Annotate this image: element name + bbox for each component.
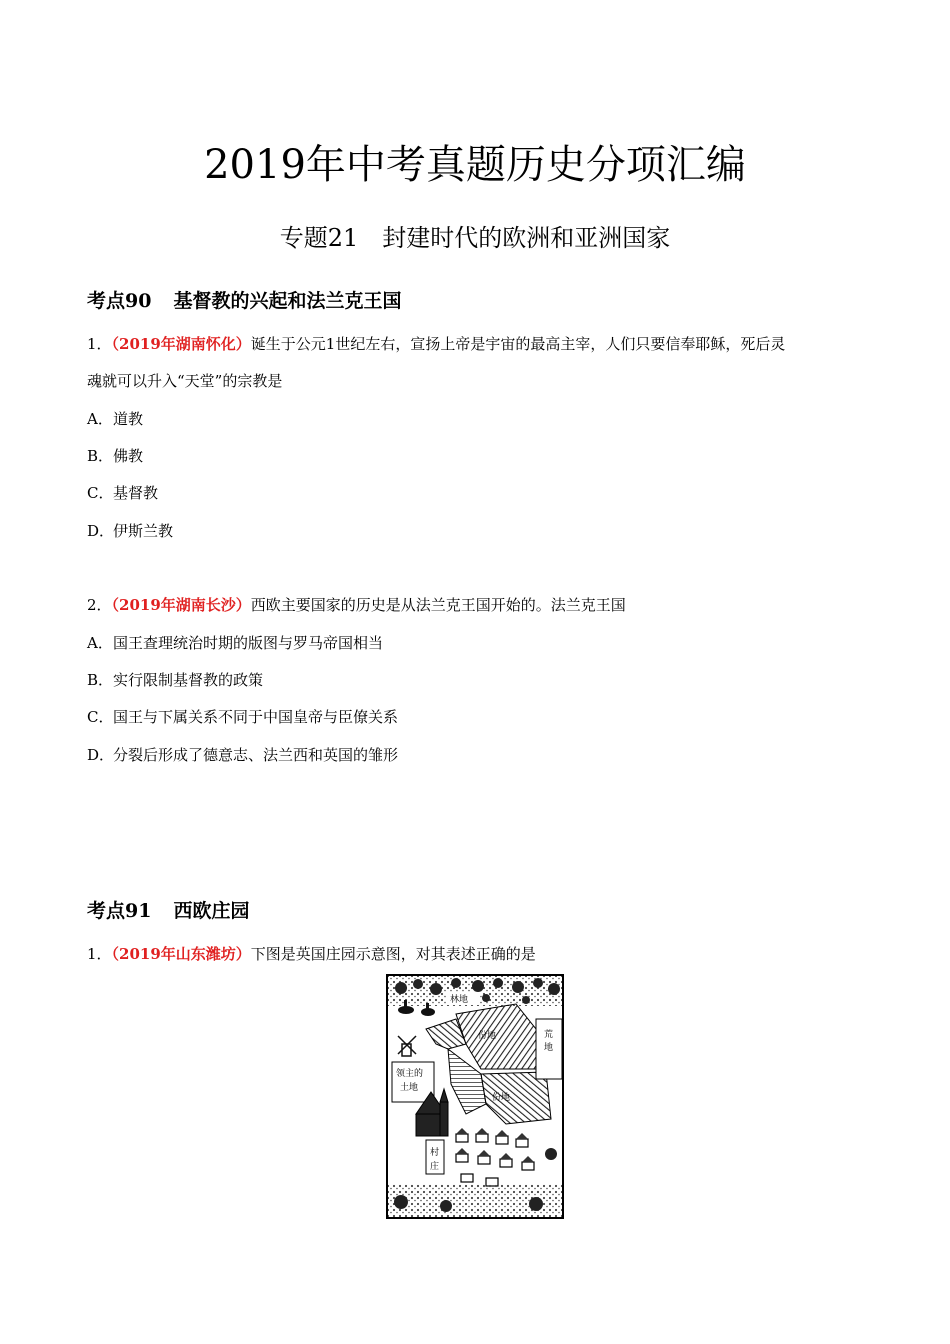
option-a — [87, 408, 143, 430]
label-lord-land-1: 领主的 — [396, 1069, 424, 1079]
label-waste-land-1: 荒 — [544, 1030, 554, 1040]
question-source: （2019年湖南长沙） — [111, 596, 251, 614]
option-letter: D． — [87, 522, 115, 540]
option-text: 伊斯兰教 — [113, 522, 174, 540]
option-a — [87, 632, 383, 654]
question-number: 1． — [87, 945, 112, 963]
document-subtitle: 专题21 封建时代的欧洲和亚洲国家 — [279, 224, 671, 252]
section-number: 考点91 — [87, 900, 152, 922]
option-letter: B． — [87, 671, 114, 689]
option-letter: C． — [87, 708, 114, 726]
section-heading-91 — [87, 898, 249, 924]
section-title: 西欧庄园 — [173, 900, 250, 922]
option-text: 实行限制基督教的政策 — [113, 671, 264, 689]
option-d — [87, 744, 398, 766]
label-share-land-top: 份地 — [478, 1031, 497, 1041]
option-b — [87, 669, 263, 691]
question-number: 2． — [87, 596, 112, 614]
option-text: 佛教 — [113, 447, 144, 465]
section-title: 基督教的兴起和法兰克王国 — [173, 290, 402, 312]
option-letter: C． — [87, 484, 114, 502]
option-d — [87, 520, 173, 542]
option-letter: A． — [87, 634, 113, 652]
question-number: 1． — [87, 335, 112, 353]
option-c — [87, 482, 158, 504]
option-text: 道教 — [113, 410, 144, 428]
question-stem — [87, 943, 536, 965]
manor-map-svg — [386, 974, 564, 1219]
section-heading-90 — [87, 288, 401, 314]
option-letter: B． — [87, 447, 114, 465]
option-c — [87, 706, 398, 728]
question-source: （2019年山东潍坊） — [111, 945, 251, 963]
question-stem-continued: 魂就可以升入“天堂”的宗教是 — [87, 372, 283, 390]
section-number: 考点90 — [87, 290, 152, 312]
question-text: 下图是英国庄园示意图，对其表述正确的是 — [250, 945, 536, 963]
label-village-2: 庄 — [430, 1162, 440, 1172]
question-text: 诞生于公元1世纪左右，宣扬上帝是宇宙的最高主宰，人们只要信奉耶稣，死后灵 — [250, 335, 786, 353]
label-forest: 林地 — [450, 995, 469, 1005]
option-text: 国王查理统治时期的版图与罗马帝国相当 — [113, 634, 384, 652]
document-title: 2019年中考真题历史分项汇编 — [204, 142, 746, 188]
option-b — [87, 445, 143, 467]
option-letter: A． — [87, 410, 113, 428]
question-text: 西欧主要国家的历史是从法兰克王国开始的。法兰克王国 — [250, 596, 626, 614]
option-text: 分裂后形成了德意志、法兰西和英国的雏形 — [113, 746, 399, 764]
label-share-land-mid: 份地 — [492, 1093, 511, 1103]
option-letter: D． — [87, 746, 115, 764]
label-lord-land-2: 土地 — [400, 1083, 419, 1093]
question-stem — [87, 333, 785, 355]
option-text: 国王与下属关系不同于中国皇帝与臣僚关系 — [113, 708, 399, 726]
label-village-1: 村 — [430, 1148, 440, 1158]
question-source: （2019年湖南怀化） — [111, 335, 251, 353]
manor-map-illustration — [386, 974, 564, 1219]
question-stem — [87, 594, 626, 616]
option-text: 基督教 — [113, 484, 159, 502]
label-waste-land-2: 地 — [544, 1043, 554, 1053]
